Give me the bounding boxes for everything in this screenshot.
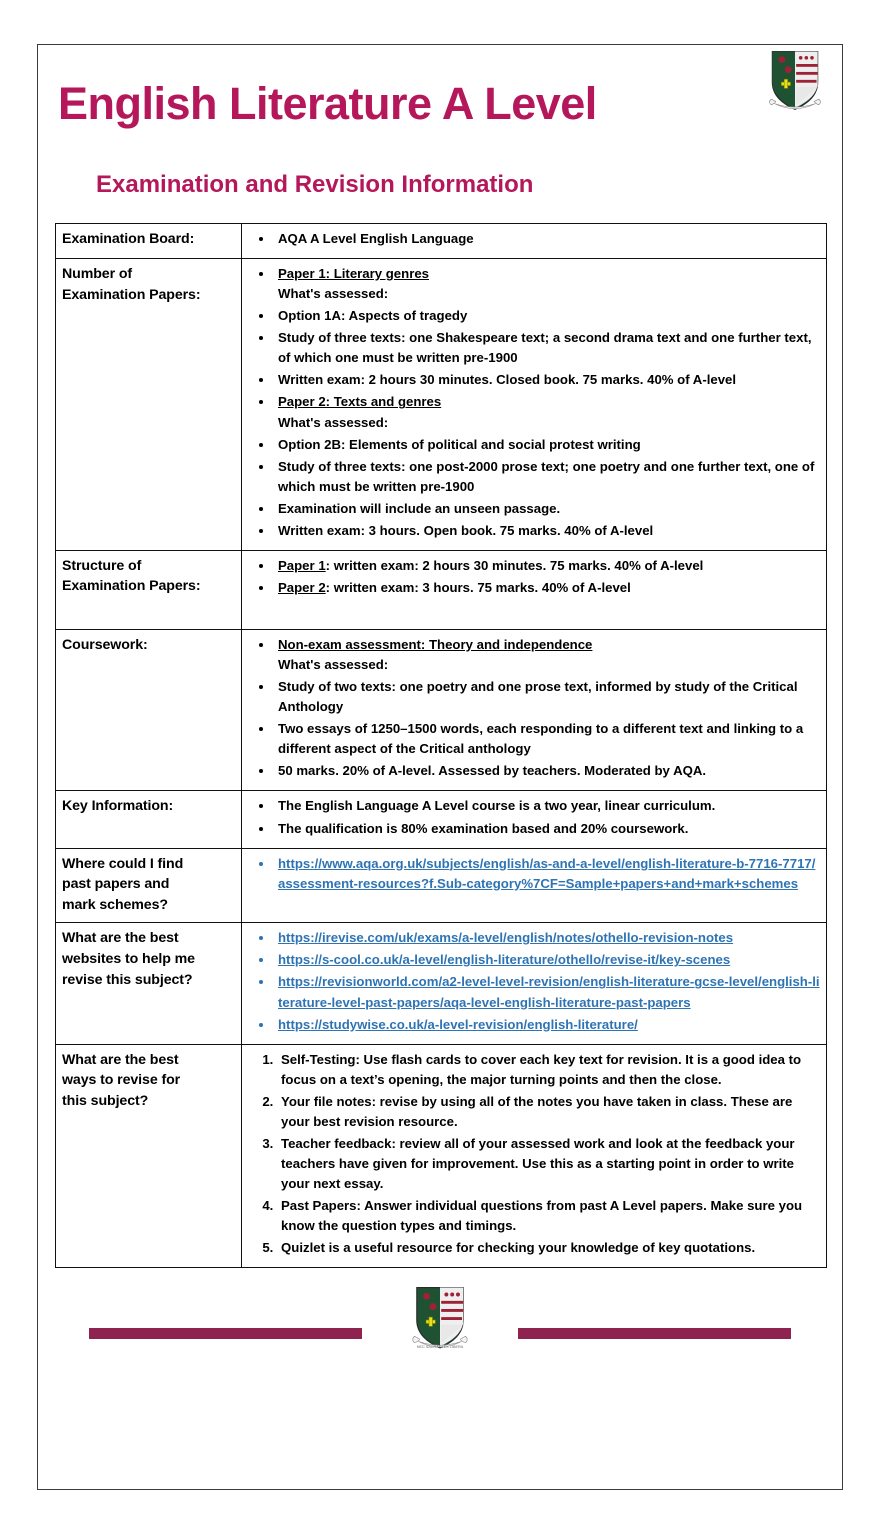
bullet-list: [248, 635, 820, 781]
bullet-list: [248, 229, 820, 249]
table-row: [56, 224, 827, 259]
list-item: [274, 264, 820, 304]
row-content: [242, 848, 827, 923]
row-label-line: Where could I find: [62, 855, 184, 872]
list-item: • Written exam: 2 hours 30 minutes. Closed book. 75 marks. 40% of A-level: [274, 370, 820, 390]
table-row: [56, 259, 827, 551]
list-item[interactable]: [274, 972, 820, 1012]
list-item-subtext: What's assessed:: [278, 286, 389, 302]
row-label-line: mark schemes?: [62, 896, 168, 913]
revision-website-link[interactable]: https://studywise.co.uk/a-level-revision/english-literature/: [278, 1016, 638, 1032]
row-label-line: this subject?: [62, 1092, 149, 1109]
list-item[interactable]: [274, 950, 820, 970]
list-item: 5. Quizlet is a useful resource for checking your knowledge of key quotations.: [277, 1238, 820, 1258]
list-item-heading: Non-exam assessment: Theory and independence: [278, 637, 593, 652]
list-item: [274, 635, 820, 675]
list-item: • The qualification is 80% examination based and 20% coursework.: [274, 819, 820, 839]
crest-motto: NEC SACRAT LEX LIBERA: [416, 1345, 464, 1350]
list-item: • Study of two texts: one poetry and one prose text, informed by study of the Critical Anthology: [274, 677, 820, 717]
row-label-line: websites to help me: [62, 950, 195, 967]
document-header: [38, 45, 842, 223]
list-item: • The English Language A Level course is a two year, linear curriculum.: [274, 796, 820, 816]
row-label-line: revise this subject?: [62, 971, 193, 988]
row-label: [56, 923, 242, 1044]
revision-website-link[interactable]: https://irevise.com/uk/exams/a-level/english/notes/othello-revision-notes: [278, 930, 734, 946]
row-content: [242, 791, 827, 848]
bullet-list: [248, 854, 820, 894]
list-item-heading: Paper 2: Texts and genres: [278, 394, 442, 410]
school-crest-icon: [411, 1284, 469, 1356]
row-content: [242, 923, 827, 1044]
row-label: [56, 1044, 242, 1268]
row-label-line: Number of: [62, 266, 133, 283]
document-footer: [38, 1284, 842, 1404]
list-item-prefix: Paper 2: [278, 579, 326, 595]
bullet-list: [248, 556, 820, 598]
list-item: • 50 marks. 20% of A-level. Assessed by teachers. Moderated by AQA.: [274, 761, 820, 781]
row-label-line: Examination Papers:: [62, 286, 201, 303]
row-label-line: Examination Papers:: [62, 578, 201, 595]
table-row: [56, 848, 827, 923]
row-label: Key Information:: [56, 791, 242, 848]
row-label-line: ways to revise for: [62, 1072, 181, 1089]
document-page: [37, 44, 843, 1490]
footer-bar-right: [518, 1328, 791, 1339]
list-item: • AQA A Level English Language: [274, 229, 820, 249]
page-subtitle: Examination and Revision Information: [96, 171, 534, 198]
list-item-text: : written exam: 3 hours. 75 marks. 40% of A-level: [325, 579, 631, 595]
list-item: • Option 2B: Elements of political and social protest writing: [274, 435, 820, 455]
list-item: • Two essays of 1250–1500 words, each responding to a different text and linking to a different aspect of the Critical anthology: [274, 719, 820, 759]
past-papers-link[interactable]: https://www.aqa.org.uk/subjects/english/as-and-a-level/english-literature-b-7716-7717/assessment-resources?f.Sub-category%7CF=Sample+papers+and+mark+schemes: [278, 855, 816, 891]
list-item: [274, 578, 820, 598]
table-row: [56, 550, 827, 629]
bullet-list: [248, 928, 820, 1034]
list-item-text: : written exam: 2 hours 30 minutes. 75 marks. 40% of A-level: [325, 557, 704, 573]
list-item-heading: Paper 1: Literary genres: [278, 266, 429, 282]
row-content: [242, 630, 827, 791]
bullet-list: [248, 796, 820, 838]
row-label-line: past papers and: [62, 876, 170, 893]
list-item-subtext: What's assessed:: [278, 414, 389, 430]
table-row: [56, 923, 827, 1044]
row-label-line: What are the best: [62, 930, 179, 947]
row-label: Coursework:: [56, 630, 242, 791]
table-row: [56, 791, 827, 848]
table-body: [56, 224, 827, 1268]
list-item[interactable]: [274, 1015, 820, 1035]
row-label: [56, 848, 242, 923]
revision-website-link[interactable]: https://revisionworld.com/a2-level-level-revision/english-literature-gcse-level/english-literature-level-past-papers/aqa-level-english-literature-past-papers: [278, 974, 820, 1010]
row-label-line: Structure of: [62, 557, 142, 574]
row-content: [242, 550, 827, 629]
list-item: 4. Past Papers: Answer individual questions from past A Level papers. Make sure you know the question types and timings.: [277, 1196, 820, 1236]
list-item: 1. Self-Testing: Use flash cards to cover each key text for revision. It is a good idea to focus on a text’s opening, the major turning points and then the close.: [277, 1050, 820, 1090]
list-item: • Study of three texts: one Shakespeare text; a second drama text and one further text, of which one must be written pre-1900: [274, 328, 820, 368]
row-label: [56, 550, 242, 629]
row-label: Examination Board:: [56, 224, 242, 259]
list-item: • Examination will include an unseen passage.: [274, 499, 820, 519]
list-item-prefix: Paper 1: [278, 557, 326, 573]
list-item: • Written exam: 3 hours. Open book. 75 marks. 40% of A-level: [274, 521, 820, 541]
row-content: [242, 259, 827, 551]
list-item: [274, 392, 820, 432]
footer-bar-left: [89, 1328, 362, 1339]
table-row: [56, 1044, 827, 1268]
list-item: 3. Teacher feedback: review all of your assessed work and look at the feedback your teachers have given for improvement. Use this as a starting point in order to write your next essay.: [277, 1134, 820, 1194]
list-item[interactable]: [274, 854, 820, 894]
list-item: • Option 1A: Aspects of tragedy: [274, 306, 820, 326]
row-content: [242, 224, 827, 259]
row-label-line: What are the best: [62, 1051, 179, 1068]
school-crest-icon: [766, 47, 824, 115]
list-item: [274, 556, 820, 576]
row-content: [242, 1044, 827, 1268]
bullet-list: [248, 264, 820, 541]
revision-website-link[interactable]: https://s-cool.co.uk/a-level/english-literature/othello/revise-it/key-scenes: [278, 952, 731, 968]
list-item: 2. Your file notes: revise by using all of the notes you have taken in class. These are your best revision resource.: [277, 1092, 820, 1132]
numbered-list: [248, 1050, 820, 1259]
exam-info-table: [55, 223, 827, 1268]
list-item-subtext: What's assessed:: [278, 657, 389, 673]
row-label: [56, 259, 242, 551]
list-item: • Study of three texts: one post-2000 prose text; one poetry and one further text, one of which must be written pre-1900: [274, 457, 820, 497]
table-row: [56, 630, 827, 791]
list-item[interactable]: [274, 928, 820, 948]
page-title: English Literature A Level: [58, 78, 597, 129]
